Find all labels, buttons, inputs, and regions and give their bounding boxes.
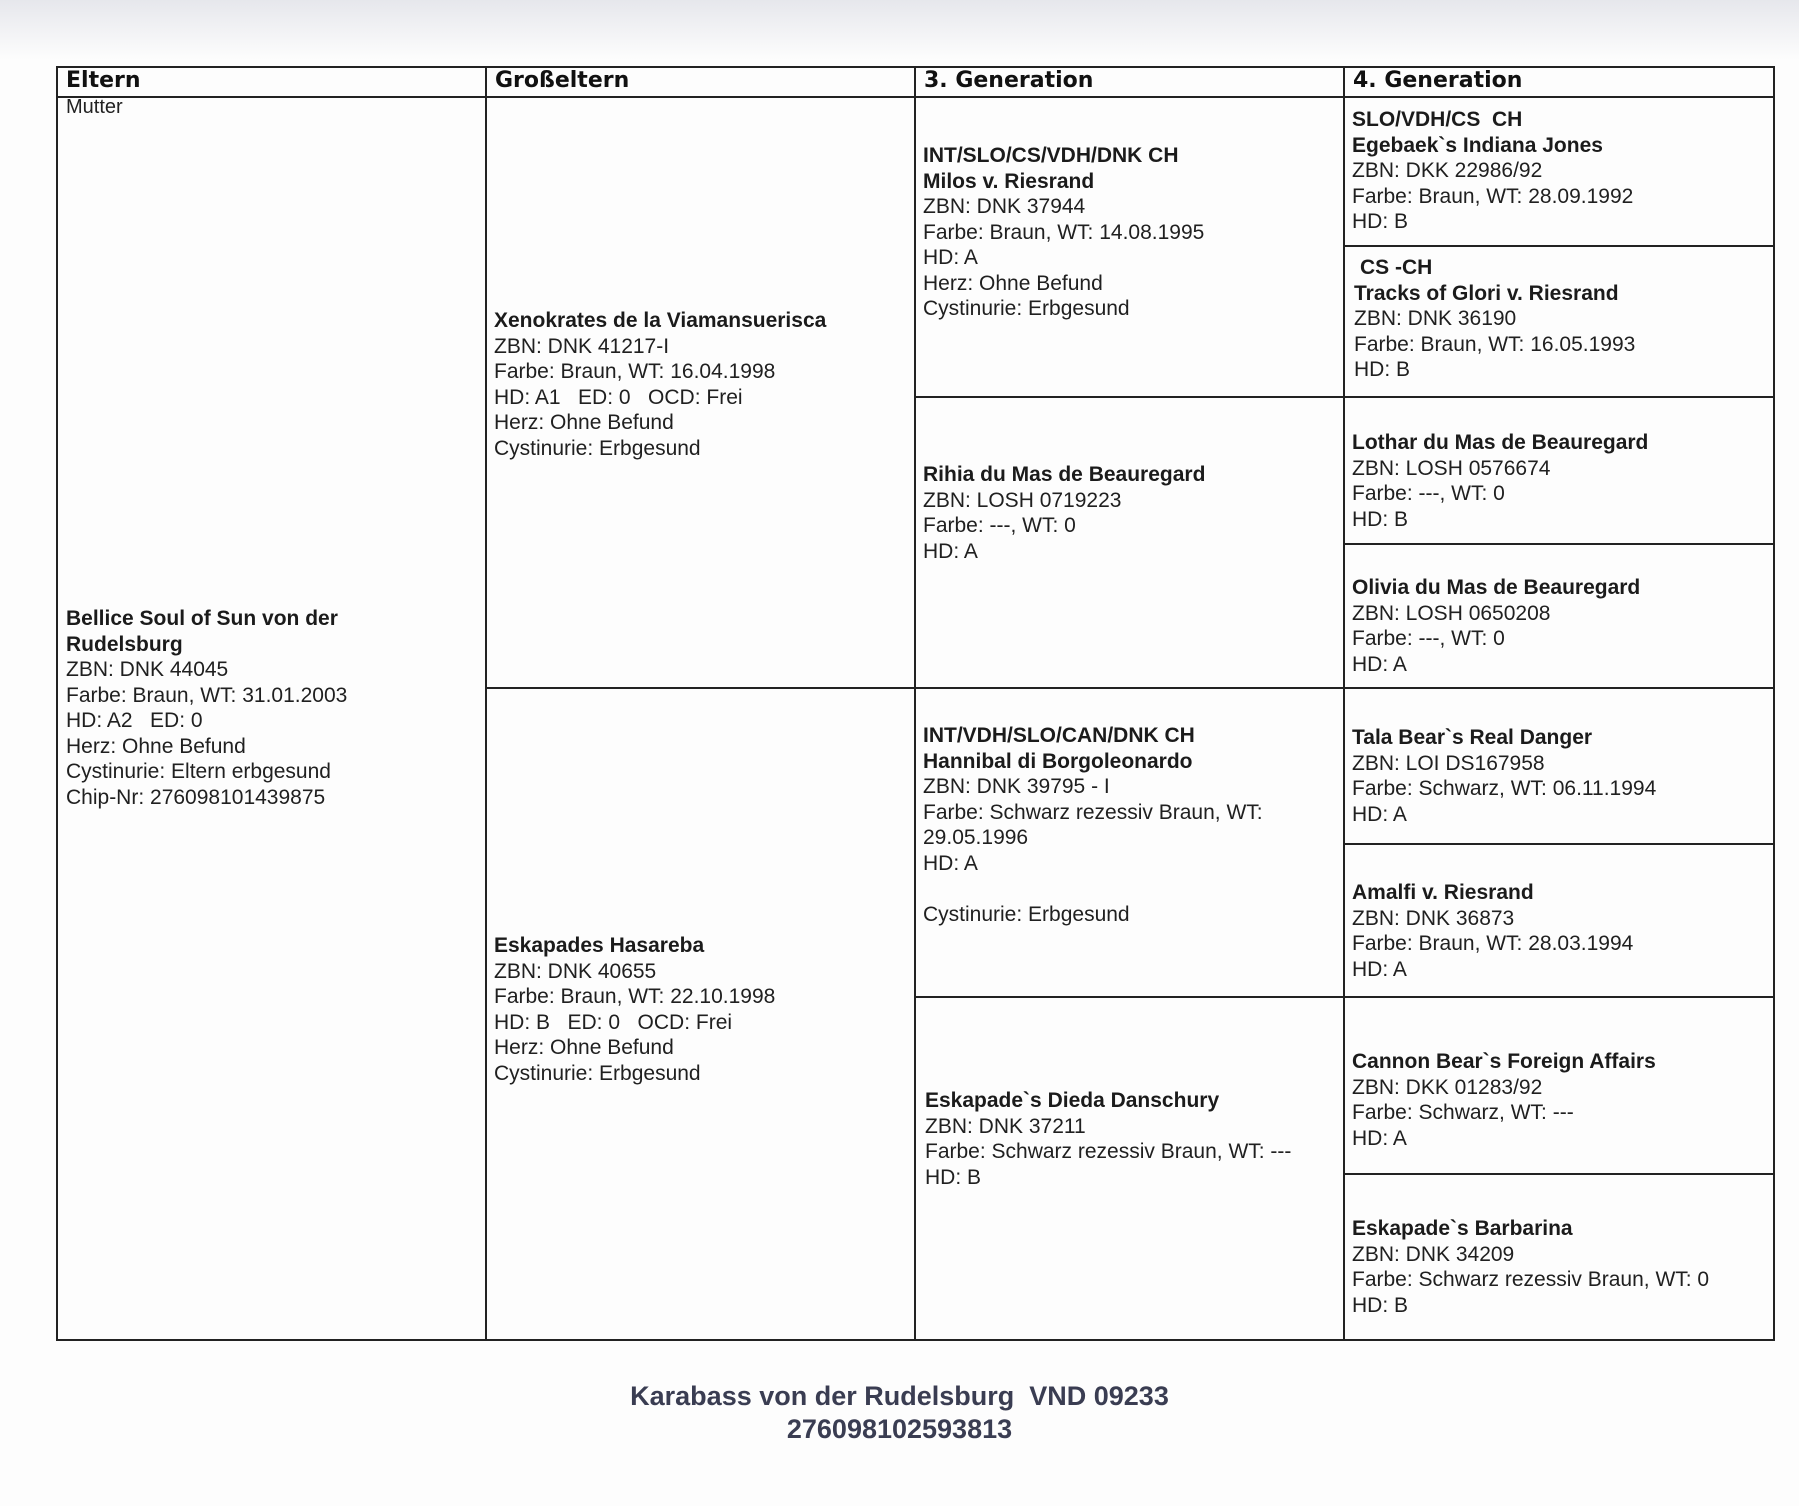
gen4-hd: HD: B xyxy=(1354,358,1411,381)
gen3-divider-1 xyxy=(915,396,1774,398)
gen3-herz: Herz: Ohne Befund xyxy=(923,271,1103,295)
gen4-zbn: ZBN: DNK 34209 xyxy=(1352,1242,1515,1266)
gen4-hd: HD: A xyxy=(1352,802,1407,826)
parent-hd: HD: A2 ED: 0 xyxy=(66,709,203,732)
gen3-farbe: Farbe: Braun, WT: 14.08.1995 xyxy=(923,220,1205,244)
parent-herz: Herz: Ohne Befund xyxy=(66,734,246,758)
grandparent-zbn: ZBN: DNK 40655 xyxy=(494,959,657,983)
parent-chip: Chip-Nr: 276098101439875 xyxy=(66,785,326,809)
gen3-zbn: ZBN: DNK 37211 xyxy=(925,1114,1086,1138)
grandparent-hd: HD: B ED: 0 OCD: Frei xyxy=(494,1010,733,1034)
gen3-name: Milos v. Riesrand xyxy=(923,169,1095,193)
footer-chip-number: 276098102593813 xyxy=(786,1414,1013,1444)
gen3-zbn: ZBN: LOSH 0719223 xyxy=(923,488,1122,512)
parent-cystinurie: Cystinurie: Eltern erbgesund xyxy=(66,760,331,783)
column-divider-3 xyxy=(1343,66,1345,1341)
gen4-entry-5 xyxy=(1352,725,1656,827)
gen3-entry-4 xyxy=(925,1088,1291,1190)
gen4-entry-4 xyxy=(1352,575,1640,677)
gen4-zbn: ZBN: LOSH 0650208 xyxy=(1352,601,1551,625)
gen4-name: Eskapade`s Barbarina xyxy=(1352,1217,1573,1240)
gen3-zbn: ZBN: DNK 37944 xyxy=(923,195,1086,218)
gen4-divider-5 xyxy=(1344,843,1774,845)
gen3-hd: HD: A xyxy=(923,246,978,269)
gen4-name: Lothar du Mas de Beauregard xyxy=(1352,431,1649,454)
grandparent-herz: Herz: Ohne Befund xyxy=(494,1036,674,1059)
gen4-farbe: Farbe: Schwarz, WT: 06.11.1994 xyxy=(1352,777,1657,800)
gen4-zbn: ZBN: DNK 36873 xyxy=(1352,906,1515,930)
gen3-name: Eskapade`s Dieda Danschury xyxy=(925,1089,1220,1112)
grandparent-name: Xenokrates de la Viamansuerisca xyxy=(494,309,827,332)
gen4-entry-8 xyxy=(1352,1216,1709,1318)
gen3-entry-1 xyxy=(923,143,1204,322)
gen3-entry-3 xyxy=(923,723,1263,927)
gen4-zbn: ZBN: DKK 22986/92 xyxy=(1352,159,1543,182)
gen4-title: CS -CH xyxy=(1360,256,1433,279)
parent-entry xyxy=(66,606,446,810)
gen3-farbe: Farbe: ---, WT: 0 xyxy=(923,514,1076,537)
gen4-farbe: Farbe: Braun, WT: 28.03.1994 xyxy=(1352,932,1634,955)
mother-label: Mutter xyxy=(66,96,123,118)
gen3-entry-2 xyxy=(923,462,1205,564)
gen4-hd: HD: B xyxy=(1352,1293,1409,1317)
gen4-farbe: Farbe: Braun, WT: 16.05.1993 xyxy=(1354,332,1636,356)
blank-line xyxy=(923,876,1263,902)
gen4-entry-1 xyxy=(1352,107,1633,235)
grandparent-hd: HD: A1 ED: 0 OCD: Frei xyxy=(494,385,743,409)
gen4-farbe: Farbe: ---, WT: 0 xyxy=(1352,482,1505,505)
gen4-zbn: ZBN: DNK 36190 xyxy=(1354,307,1517,330)
gen3-divider-3 xyxy=(915,996,1774,998)
header-gen3: 3. Generation xyxy=(924,68,1094,93)
grandparent-cystinurie: Cystinurie: Erbgesund xyxy=(494,436,701,460)
grandparent-entry-1 xyxy=(494,308,826,461)
gen3-name: Rihia du Mas de Beauregard xyxy=(923,463,1206,486)
grandparent-cystinurie: Cystinurie: Erbgesund xyxy=(494,1061,701,1085)
gen4-name: Olivia du Mas de Beauregard xyxy=(1352,576,1641,599)
header-eltern: Eltern xyxy=(66,68,141,93)
gen3-title: INT/SLO/CS/VDH/DNK CH xyxy=(923,144,1179,167)
grandparent-entry-2 xyxy=(494,933,775,1086)
grandparent-herz: Herz: Ohne Befund xyxy=(494,411,674,434)
parent-farbe: Farbe: Braun, WT: 31.01.2003 xyxy=(66,683,348,707)
gen3-farbe: Farbe: Schwarz rezessiv Braun, WT: xyxy=(923,800,1263,824)
table-right-border xyxy=(1773,66,1775,1341)
gen4-farbe: Farbe: ---, WT: 0 xyxy=(1352,627,1505,650)
gen3-cystinurie: Cystinurie: Erbgesund xyxy=(923,902,1130,926)
gen4-hd: HD: A xyxy=(1352,1126,1407,1150)
gen4-hd: HD: A xyxy=(1352,652,1407,676)
gen3-farbe: Farbe: Schwarz rezessiv Braun, WT: --- xyxy=(925,1140,1292,1163)
gen4-name: Tala Bear`s Real Danger xyxy=(1352,726,1593,749)
gen4-entry-3 xyxy=(1352,430,1648,532)
header-grosseltern: Großeltern xyxy=(495,68,630,93)
gen4-divider-3 xyxy=(1344,543,1774,545)
gen4-farbe: Farbe: Braun, WT: 28.09.1992 xyxy=(1352,184,1634,208)
footer-dog-name: Karabass von der Rudelsburg VND 09233 xyxy=(630,1381,1169,1411)
gen4-divider-1 xyxy=(1344,245,1774,247)
gen4-farbe: Farbe: Schwarz rezessiv Braun, WT: 0 xyxy=(1352,1268,1710,1291)
gen4-title: SLO/VDH/CS CH xyxy=(1352,108,1523,131)
gen3-hd: HD: A xyxy=(923,851,978,875)
column-divider-2 xyxy=(914,66,916,1341)
grandparent-zbn: ZBN: DNK 41217-I xyxy=(494,334,670,358)
gen3-name: Hannibal di Borgoleonardo xyxy=(923,749,1193,773)
gen4-entry-7 xyxy=(1352,1049,1656,1151)
gen3-title: INT/VDH/SLO/CAN/DNK CH xyxy=(923,724,1195,747)
gen4-hd: HD: A xyxy=(1352,957,1407,981)
gen3-cystinurie: Cystinurie: Erbgesund xyxy=(923,297,1130,320)
gen3-zbn: ZBN: DNK 39795 - I xyxy=(923,775,1110,798)
gen4-farbe: Farbe: Schwarz, WT: --- xyxy=(1352,1101,1574,1124)
grandparent-name: Eskapades Hasareba xyxy=(494,934,705,957)
header-gen4: 4. Generation xyxy=(1353,68,1523,93)
gen4-hd: HD: B xyxy=(1352,210,1409,233)
scan-shading xyxy=(0,0,1799,60)
parent-zbn: ZBN: DNK 44045 xyxy=(66,658,229,681)
table-left-border xyxy=(56,66,58,1341)
gen4-zbn: ZBN: LOSH 0576674 xyxy=(1352,456,1551,480)
gen3-hd: HD: A xyxy=(923,539,978,563)
gen4-zbn: ZBN: DKK 01283/92 xyxy=(1352,1075,1543,1099)
gen4-divider-7 xyxy=(1344,1173,1774,1175)
gen4-entry-2 xyxy=(1354,255,1635,383)
gen3-hd: HD: B xyxy=(925,1165,982,1189)
gen4-name: Tracks of Glori v. Riesrand xyxy=(1354,281,1619,305)
gen4-entry-6 xyxy=(1352,880,1633,982)
column-divider-1 xyxy=(485,66,487,1341)
grandparent-divider xyxy=(486,687,1774,689)
gen4-hd: HD: B xyxy=(1352,507,1409,531)
grandparent-farbe: Farbe: Braun, WT: 22.10.1998 xyxy=(494,985,776,1008)
gen4-name: Amalfi v. Riesrand xyxy=(1352,881,1534,904)
gen3-farbe-continued: 29.05.1996 xyxy=(923,826,1029,849)
parent-name: Bellice Soul of Sun von der Rudelsburg xyxy=(66,607,338,656)
gen4-name: Cannon Bear`s Foreign Affairs xyxy=(1352,1050,1656,1073)
grandparent-farbe: Farbe: Braun, WT: 16.04.1998 xyxy=(494,360,776,383)
gen4-name: Egebaek`s Indiana Jones xyxy=(1352,133,1603,157)
gen4-zbn: ZBN: LOI DS167958 xyxy=(1352,751,1545,775)
